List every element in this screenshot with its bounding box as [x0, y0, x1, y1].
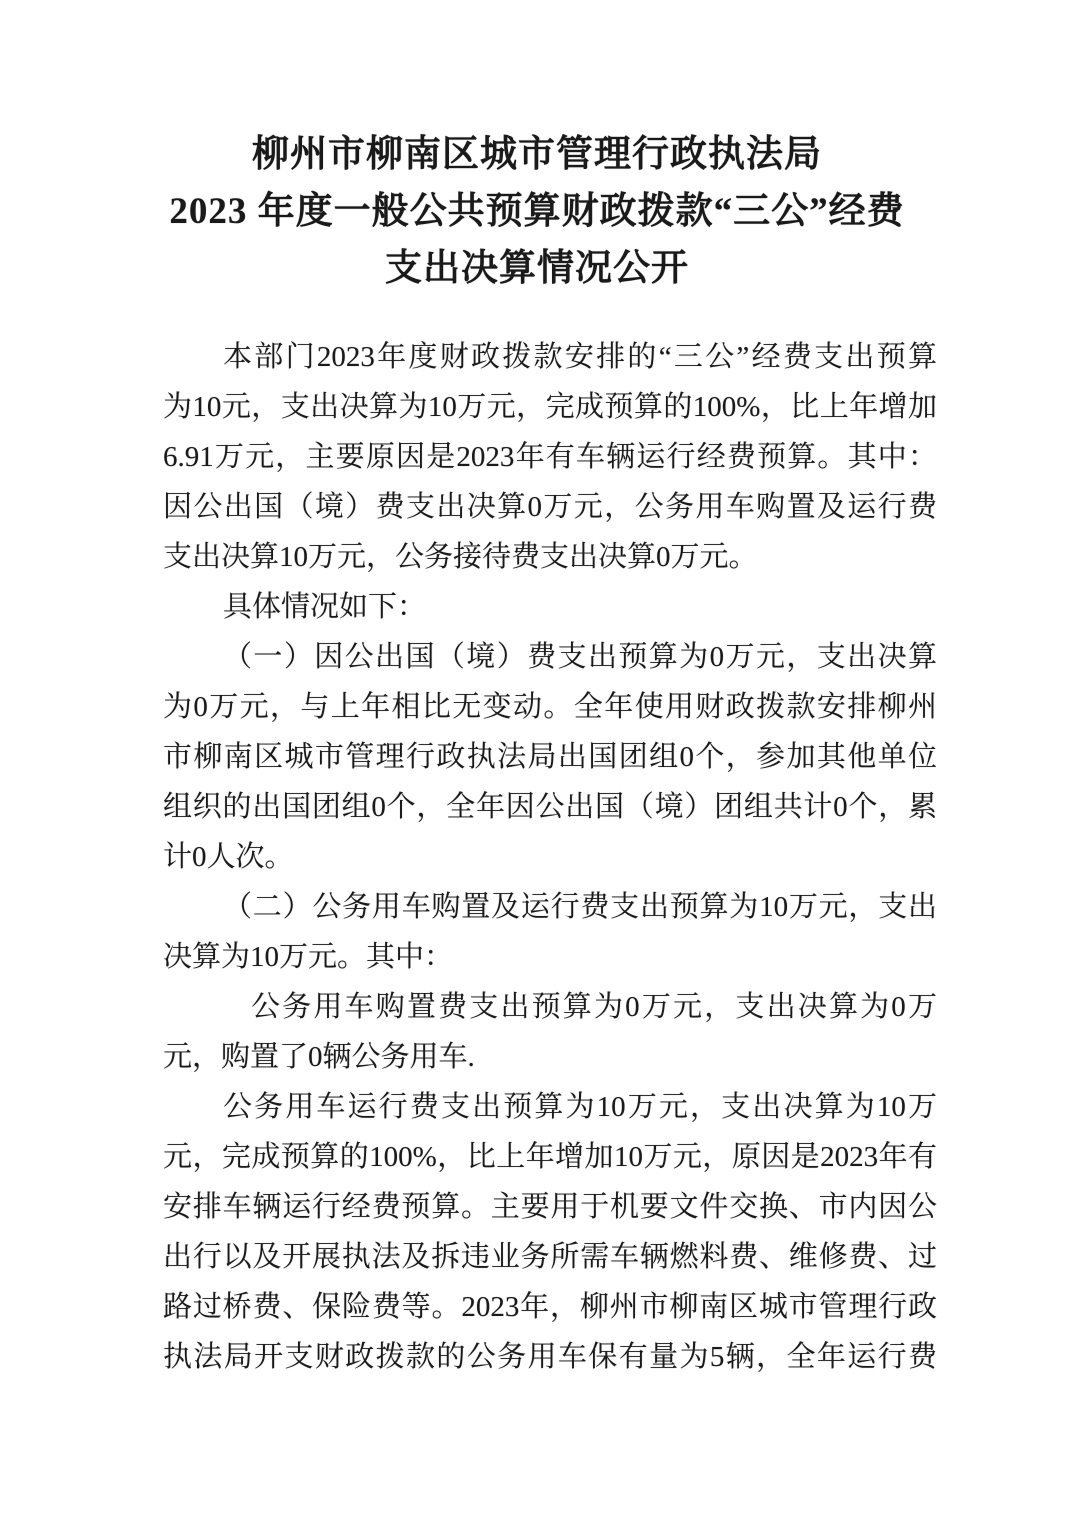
body-line: 路过桥费、保险费等。2023年，柳州市柳南区城市管理行政	[163, 1291, 937, 1323]
body-line: 公务用车购置费支出预算为0万元，支出决算为0万	[251, 991, 937, 1023]
document-body	[163, 332, 937, 1382]
body-line: 支出决算10万元，公务接待费支出决算0万元。	[163, 541, 758, 573]
body-line: 6.91万元，主要原因是2023年有车辆运行经费预算。其中：	[163, 441, 937, 473]
document-title-line-3: 支出决算情况公开	[385, 248, 689, 289]
body-line: 元，完成预算的100%，比上年增加10万元，原因是2023年有	[163, 1141, 937, 1173]
body-line: 为10元，支出决算为10万元，完成预算的100%，比上年增加	[163, 391, 937, 423]
body-line: 具体情况如下：	[223, 591, 427, 623]
body-line: 本部门2023年度财政拨款安排的“三公”经费支出预算	[223, 341, 937, 373]
body-line: 安排车辆运行经费预算。主要用于机要文件交换、市内因公	[163, 1191, 937, 1223]
body-line: 因公出国（境）费支出决算0万元，公务用车购置及运行费	[163, 491, 937, 523]
body-line: 出行以及开展执法及拆违业务所需车辆燃料费、维修费、过	[163, 1241, 937, 1273]
body-line: 公务用车运行费支出预算为10万元，支出决算为10万	[223, 1091, 937, 1123]
body-line: 执法局开支财政拨款的公务用车保有量为5辆，全年运行费	[163, 1341, 937, 1373]
body-line: 组织的出国团组0个，全年因公出国（境）团组共计0个，累	[163, 791, 937, 823]
body-line: 市柳南区城市管理行政执法局出国团组0个，参加其他单位	[163, 741, 937, 773]
body-line: 决算为10万元。其中：	[163, 941, 454, 973]
body-line: 元，购置了0辆公务用车.	[163, 1041, 475, 1073]
document-title-line-1: 柳州市柳南区城市管理行政执法局	[252, 134, 822, 175]
body-line: （一）因公出国（境）费支出预算为0万元，支出决算	[223, 641, 937, 673]
body-line: 计0人次。	[163, 841, 294, 873]
document-title-line-2: 2023 年度一般公共预算财政拨款“三公”经费	[169, 191, 905, 232]
document-title	[0, 126, 1074, 297]
body-line: 为0万元，与上年相比无变动。全年使用财政拨款安排柳州	[163, 691, 937, 723]
body-line: （二）公务用车购置及运行费支出预算为10万元，支出	[223, 891, 937, 923]
